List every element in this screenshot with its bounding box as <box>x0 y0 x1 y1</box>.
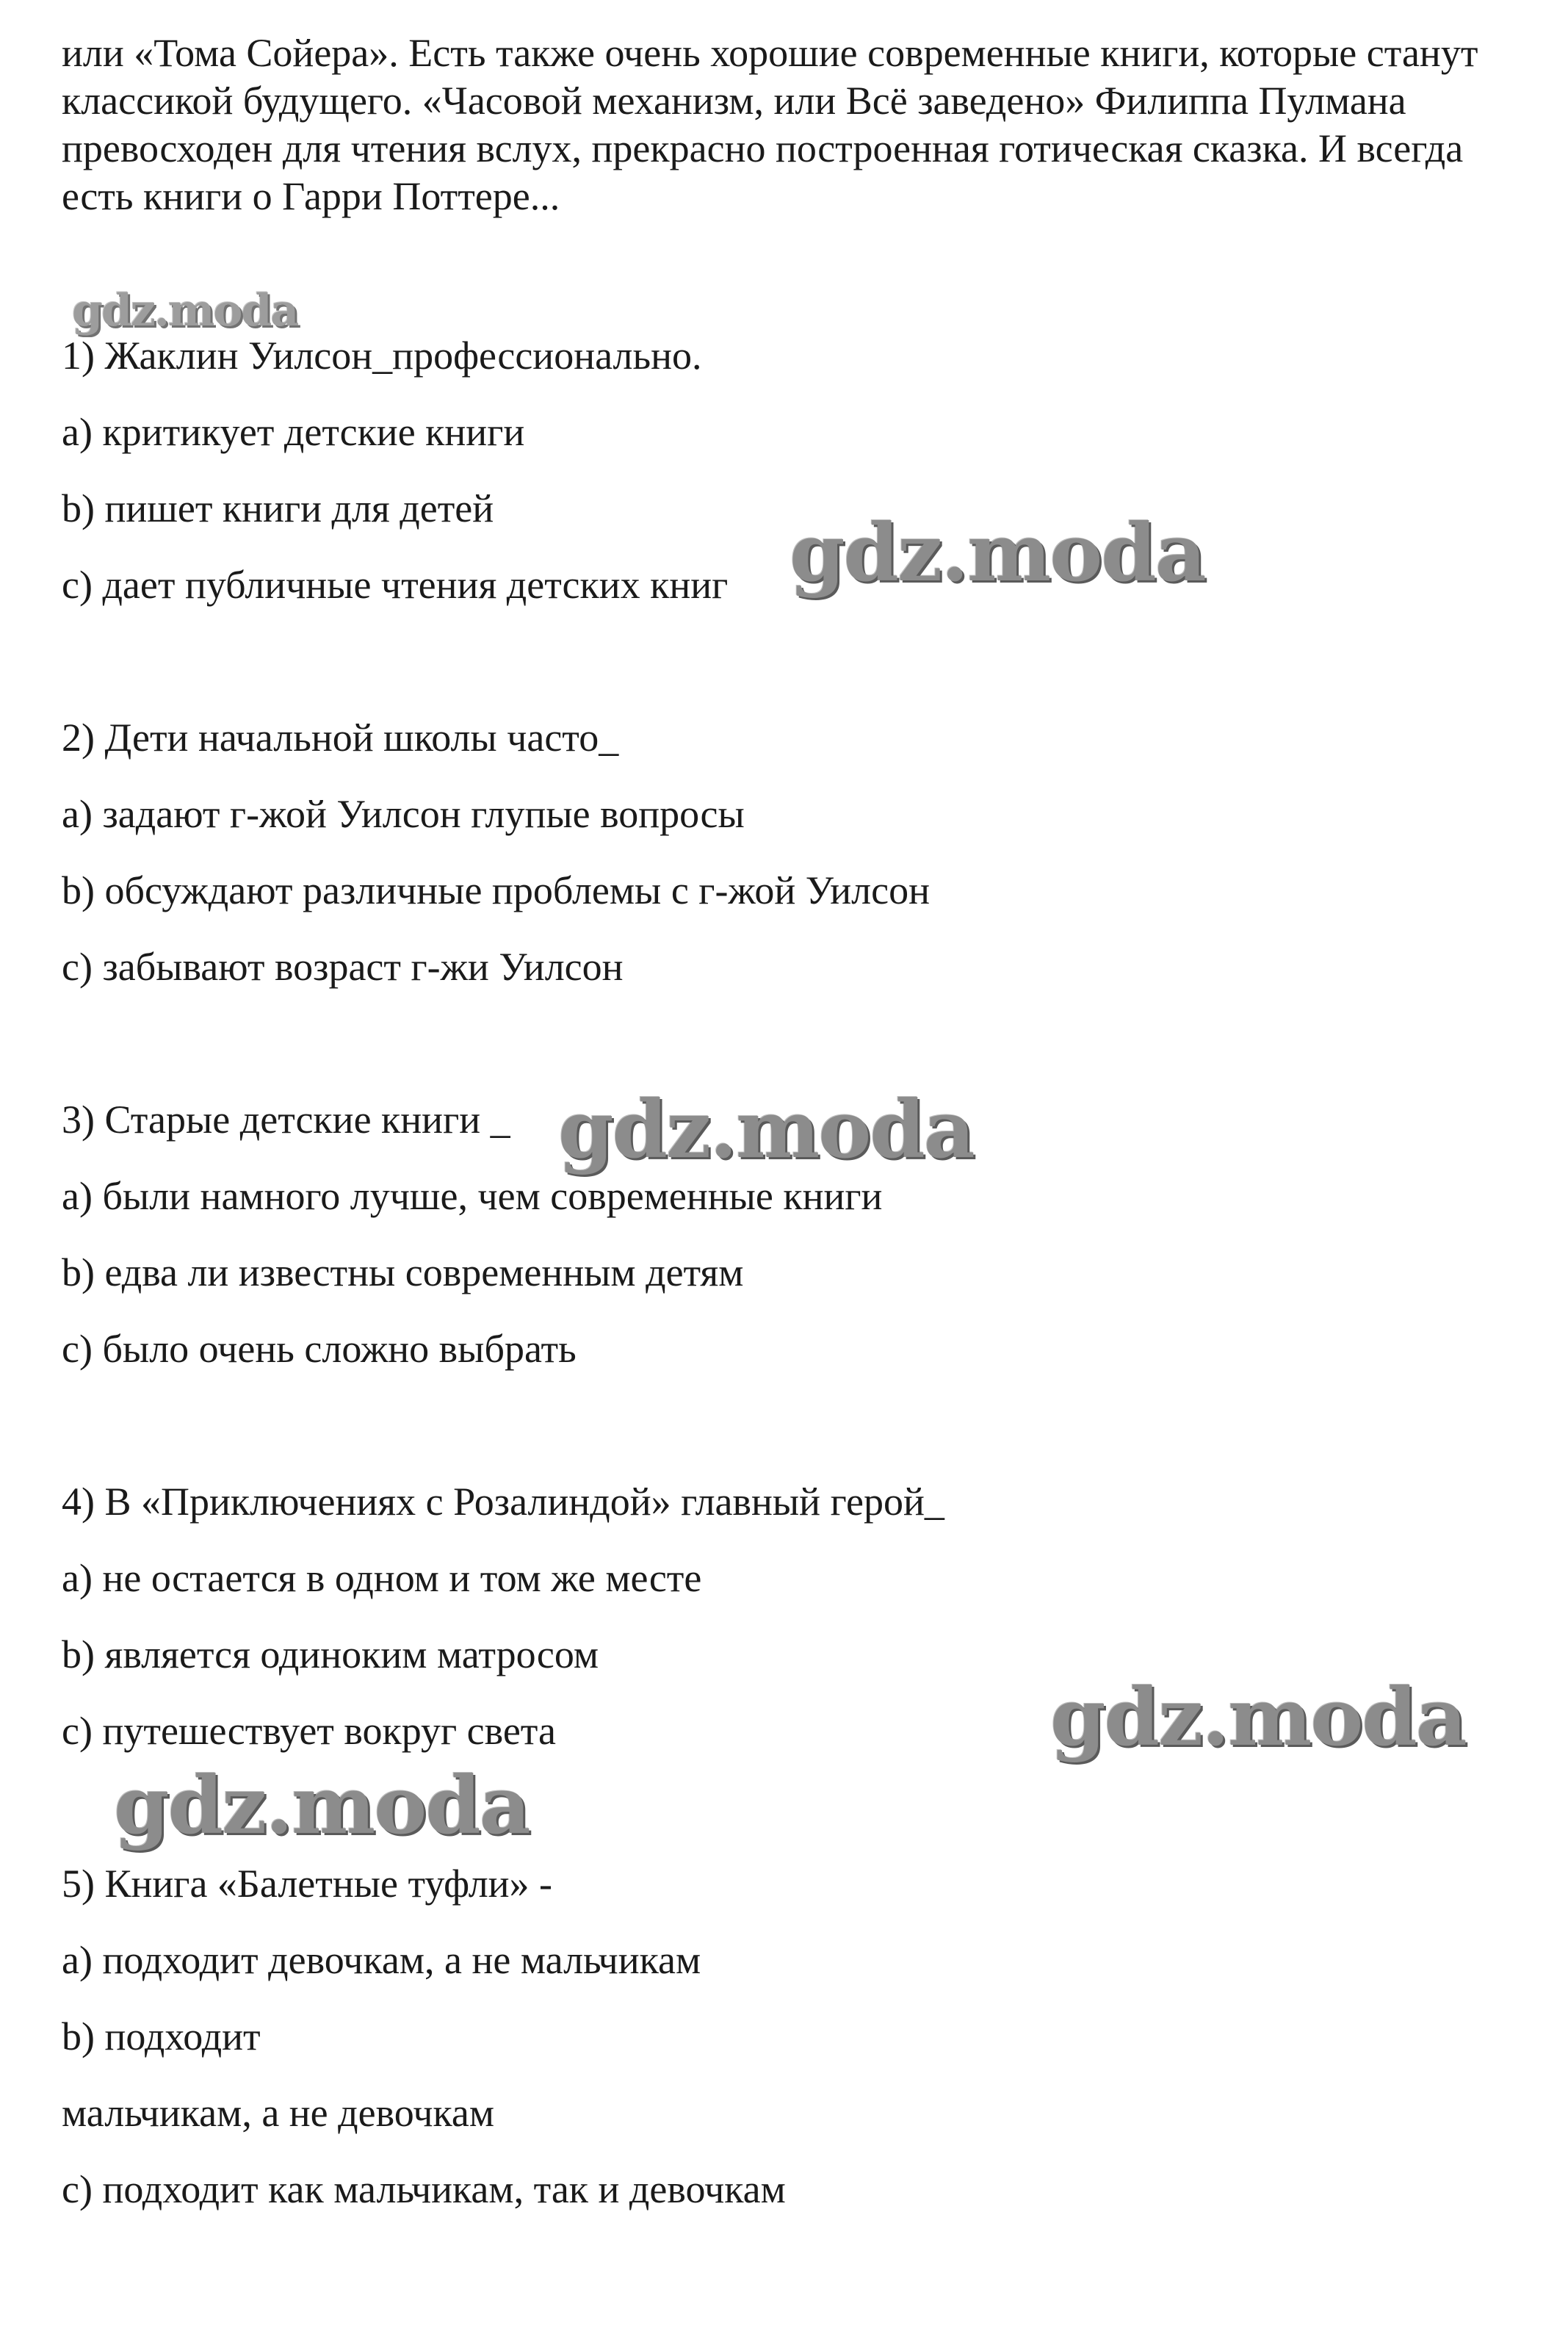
watermark-logo: gdz.moda <box>114 1759 530 1852</box>
question-5: 5) Книга «Балетные туфли» - <box>62 1862 553 1906</box>
question-5-option-a: a) подходит девочкам, а не мальчикам <box>62 1938 701 1982</box>
question-3-option-b: b) едва ли известны современным детям <box>62 1250 744 1294</box>
question-4: 4) В «Приключениях с Розалиндой» главный герой_ <box>62 1480 944 1524</box>
question-4-option-c: c) путешествует вокруг света <box>62 1709 557 1753</box>
watermark-logo: gdz.moda <box>1050 1671 1466 1764</box>
question-3-option-a: a) были намного лучше, чем современные книги <box>62 1174 883 1218</box>
question-1-option-c: c) дает публичные чтения детских книг <box>62 563 729 607</box>
question-5-option-b-continued: мальчикам, а не девочкам <box>62 2091 495 2135</box>
intro-paragraph: или «Тома Сойера». Есть также очень хорошие современные книги, которые станут классикой будущего. «Часовой механизм, или Всё заведено» Филиппа Пулмана превосходен для чтения вслух, прекрасно построенная готическая сказка. И всегда есть книги о Гарри Поттере... <box>62 31 1478 218</box>
question-2-option-b: b) обсуждают различные проблемы с г-жой Уилсон <box>62 868 930 912</box>
question-1: 1) Жаклин Уилсон_профессионально. <box>62 334 702 378</box>
watermark-logo: gdz.moda <box>72 285 298 336</box>
watermark-logo: gdz.moda <box>790 507 1205 599</box>
question-1-option-a: a) критикует детские книги <box>62 410 525 454</box>
question-2: 2) Дети начальной школы часто_ <box>62 716 619 760</box>
question-5-option-b: b) подходит <box>62 2014 261 2058</box>
question-4-option-b: b) является одиноким матросом <box>62 1632 599 1676</box>
question-5-option-c: c) подходит как мальчикам, так и девочкам <box>62 2167 786 2211</box>
question-4-option-a: a) не остается в одном и том же месте <box>62 1556 702 1600</box>
question-3-option-c: c) было очень сложно выбрать <box>62 1327 577 1371</box>
question-2-option-a: a) задают г-жой Уилсон глупые вопросы <box>62 792 745 836</box>
watermark-logo: gdz.moda <box>558 1084 974 1176</box>
question-1-option-b: b) пишет книги для детей <box>62 486 494 530</box>
question-3: 3) Старые детские книги _ <box>62 1098 510 1142</box>
question-2-option-c: c) забывают возраст г-жи Уилсон <box>62 945 624 989</box>
